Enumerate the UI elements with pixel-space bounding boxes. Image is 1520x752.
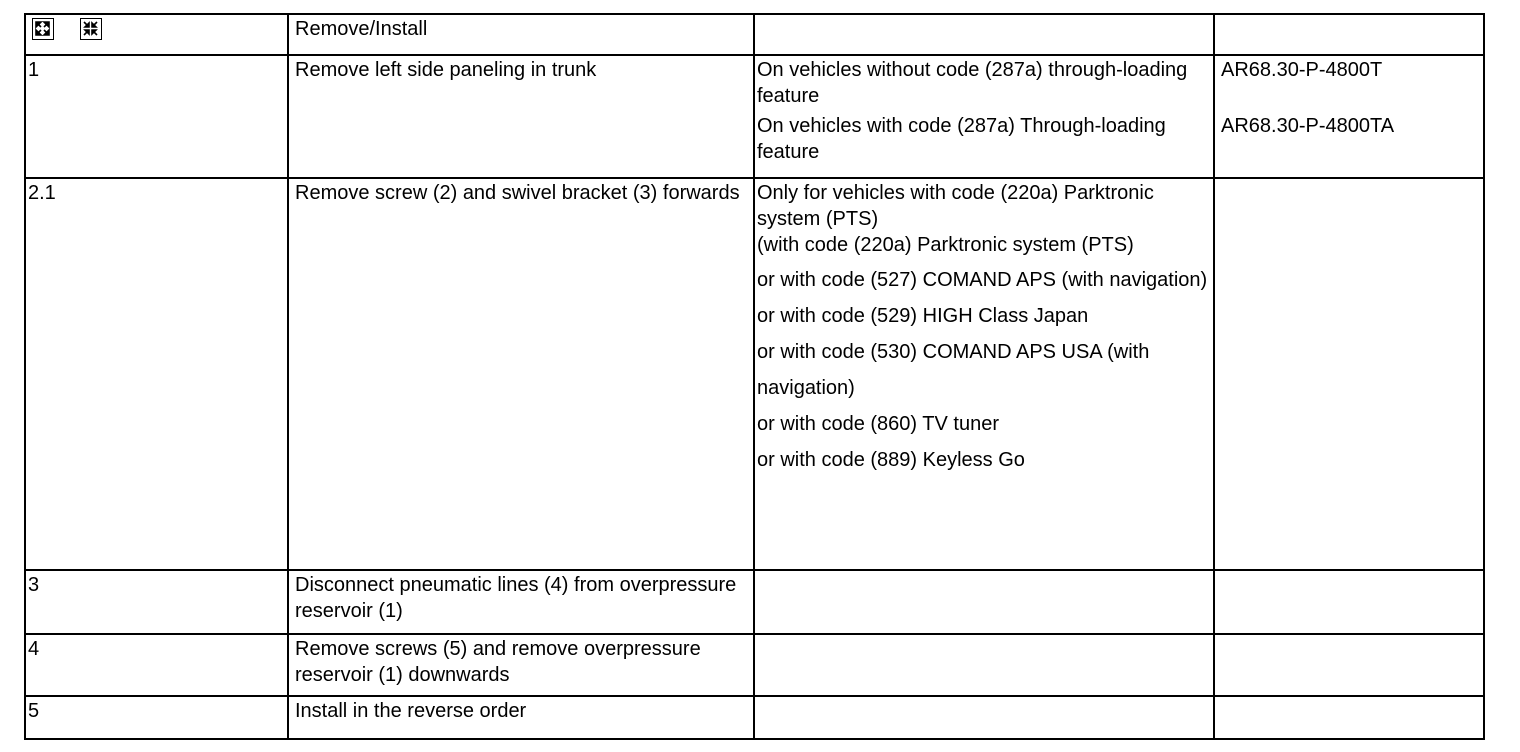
- table-row: [25, 55, 1484, 178]
- header-icons-cell: [25, 14, 288, 55]
- step-cell: [25, 570, 288, 634]
- collapse-arrows-icon[interactable]: [80, 18, 102, 40]
- action-text: Install in the reverse order: [295, 700, 527, 722]
- step-cell: [25, 178, 288, 570]
- condition-item: or with code (529) HIGH Class Japan: [757, 305, 1089, 327]
- condition-item: (with code (220a) Parktronic system (PTS): [757, 234, 1134, 256]
- header-empty-cell: [1214, 14, 1484, 55]
- step-number: 3: [28, 574, 40, 596]
- action-text: Remove left side paneling in trunk: [295, 59, 597, 81]
- step-number: 5: [28, 700, 40, 722]
- step-cell: [25, 55, 288, 178]
- reference-cell: [1214, 570, 1484, 634]
- condition-text: On vehicles with code (287a) Through-loading feature: [757, 115, 1166, 163]
- header-row: [25, 14, 1484, 55]
- action-cell: [288, 570, 754, 634]
- reference-cell: [1214, 696, 1484, 739]
- table-row: [25, 570, 1484, 634]
- condition-cell: [754, 696, 1214, 739]
- condition-cell: [754, 570, 1214, 634]
- step-cell: [25, 634, 288, 696]
- step-number: 4: [28, 638, 40, 660]
- condition-cell: [754, 178, 1214, 570]
- procedure-table: [24, 13, 1485, 740]
- step-cell: [25, 696, 288, 739]
- reference-link[interactable]: AR68.30-P-4800T: [1221, 59, 1383, 81]
- step-number: 1: [28, 59, 40, 81]
- reference-cell: [1214, 55, 1484, 178]
- condition-item: or with code (527) COMAND APS (with navigation): [757, 269, 1208, 291]
- condition-cell: [754, 55, 1214, 178]
- condition-cell: [754, 634, 1214, 696]
- reference-cell: [1214, 634, 1484, 696]
- condition-text: On vehicles without code (287a) through-loading feature: [757, 59, 1188, 107]
- condition-item: or with code (860) TV tuner: [757, 413, 999, 435]
- action-cell: [288, 634, 754, 696]
- header-title-cell: [288, 14, 754, 55]
- step-number: 2.1: [28, 182, 56, 204]
- action-text: Remove screw (2) and swivel bracket (3) forwards: [295, 182, 740, 204]
- expand-arrows-icon[interactable]: [32, 18, 54, 40]
- header-title: Remove/Install: [295, 18, 428, 40]
- table-row: [25, 696, 1484, 739]
- table-row: [25, 178, 1484, 570]
- action-cell: [288, 55, 754, 178]
- condition-item: or with code (530) COMAND APS USA (with navigation): [757, 341, 1150, 399]
- table-row: [25, 634, 1484, 696]
- condition-heading: Only for vehicles with code (220a) Parktronic system (PTS): [757, 182, 1154, 230]
- reference-link[interactable]: AR68.30-P-4800TA: [1221, 115, 1395, 137]
- action-cell: [288, 696, 754, 739]
- header-empty-cell: [754, 14, 1214, 55]
- condition-item: or with code (889) Keyless Go: [757, 449, 1025, 471]
- action-text: Disconnect pneumatic lines (4) from overpressure reservoir (1): [295, 574, 737, 622]
- action-cell: [288, 178, 754, 570]
- reference-cell: [1214, 178, 1484, 570]
- action-text: Remove screws (5) and remove overpressure reservoir (1) downwards: [295, 638, 701, 686]
